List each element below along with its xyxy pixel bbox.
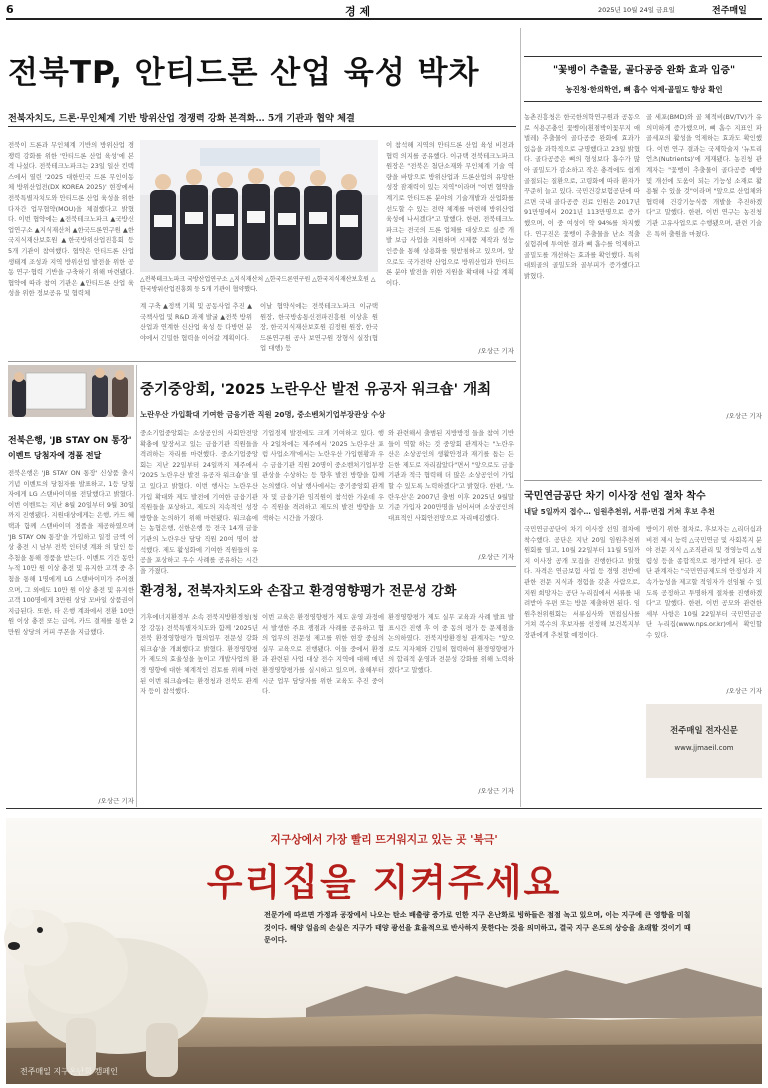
sme-story-col3: 와 관련해서 출범된 지방방정 들을 참여 기반들이 역할 하는 것 중앙회 관계자는 "노란우산은 소상공인의 생활안정과 재기를 돕는 든든한 제도로 자리잡았다"면서 "앞으로도 금융기관과 적극 협력해 더 많은 소상공인이 가입할 수 있도록 노력하겠다"고 밝혔다. 한편, '노란우산'은 2007년 출범 이후 2025년 9월말 기준 가입자 200만명을 넘어서며 소상공인의 대표적인 사회안전망으로 자리매김했다. — [388, 429, 514, 522]
bank-story-body: 전북은행은 'JB STAY ON 통장' 신상품 출시 기념 이벤트의 당첨자를 발표하고, 1등 당첨자에게 LG 스탠바이미를 전달했다고 밝혔다. 이번 이벤트는 지난 8월 20일부터 9월 30일까지 진행됐다. 지원대상에게는 은행, 카드 혜택과 함께 스탠바이미 경품을 제공하였으며 'JB STAY ON 통장'을 가입하고 일정 금액 이상 충전 시 남부 전북 인터넷 계좌 의 달인 등 추첨을 통해 경품을 받는다. 이벤트 기간 동안 누적 10만 원 이상 충전 및 유지한 고객 중 추첨을 통해 1명에게 LG 스탠바이미가 주어졌으며, 그 외에도 10만 원 이상 충전 및 유지한 고객 100명에게 3만원 상당 모바일 상품권이 지급된다. 또한, 타 은행 계좌에서 전환 10만원 이상 충전 또는 급여, 카드 결제를 통한 2만원 상당의 커피 쿠폰을 지급했다. — [8, 469, 134, 636]
rule-under-sme-story — [140, 566, 516, 567]
top-story-subhead: 전북자치도, 드론·무인체계 기반 방위산업 경쟁력 강화 본격화… 5개 기관과 협약 체결 — [8, 113, 355, 124]
sme-story-headline: 중기중앙회, '2025 노란우산 발전 유공자 워크숍' 개최 — [140, 382, 492, 398]
rule-above-ad — [6, 808, 762, 809]
right-mid-byline: /오상근 기자 — [726, 687, 762, 695]
rule-under-right-top — [524, 480, 762, 481]
right-top-subhead: 농진청·한의학연, 뼈 흡수 억제·골밀도 향상 확인 — [565, 85, 723, 94]
right-mid-col2: 방이기 위한 절차로, 후보자는 △리더십과 비전 제시 능력 △국민연금 및 사회복지 분야 전문 지식 △조직관리 및 경영능력 △청렴성 등을 종합적으로 평가받게 된다. 공단 관계자는 "국민연금제도의 안정성과 지속가능성을 제고할 적임자가 선임될 수 있도록 공정하고 투명하게 절차를 진행하겠다"고 말했다. 한편, 이번 공모와 관련한 세부 사항은 10월 22일부터 국민연금공단 누리집(www.nps.or.kr)에서 확인할 수 있다. — [646, 525, 763, 639]
ad-body: 전문가에 따르면 가정과 공장에서 나오는 탄소 배출량 증가로 인한 지구 온난화로 빙하들은 점점 녹고 있으며, 이는 지구에 큰 영향을 미칠 것이다. 해양 얼음의 손실은 지구가 태양 광선을 효율적으로 반사하지 못한다는 것을 의미하고, 결국 지구 온도의 상승을 초래할 것이기 때문이다. — [264, 910, 691, 944]
column-divider-left — [136, 365, 137, 807]
right-top-col1: 농촌진흥청은 한국한의학연구원과 공동으로 식용곤충인 꽃벵이(흰점박이꽃무지 애벌레) 추출물이 골다공증 완화에 효과가 있음을 과학적으로 규명했다고 23일 밝혔다. 골다공증은 뼈의 형성보다 흡수가 많아 골밀도가 감소하고 작은 충격에도 쉽게 골절되는 질환으로, 고령화에 따라 환자가 꾸준히 늘고 있다. 국민건강보험공단에 따르면 국내 골다공증 진료 인원은 2017년 91만명에서 2021년 113만명으로 증가했으며, 이 중 여성이 약 94%를 차지했다. 연구진은 꽃벵이 추출물을 난소 적출 실험쥐에 투여한 결과 뼈 흡수를 억제하고 골밀도를 개선하는 효과를 확인했다. 특히 대퇴골의 골밀도와 골부피가 증가했다고 밝혔다. — [524, 113, 640, 280]
bank-story-byline: /오상근 기자 — [98, 797, 134, 805]
top-story-col3: 이날 협약식에는 전북테크노파크 이규택 원장, 한국방송통신전파진흥원 이상훈 원장, 한국지식재산보호원 김정원 원장, 한국드론연구원 공사 보연구원 장형식 실장(협업 대행) 등 — [260, 302, 378, 353]
sme-story-byline: /오상근 기자 — [478, 553, 514, 561]
column-divider-right — [520, 28, 521, 807]
rule-under-top-story — [8, 361, 516, 362]
epaper-box[interactable] — [646, 704, 762, 778]
env-story-col2: 이번 교육은 환경영향평가 제도 운영 과정에서 발생한 주요 쟁점과 사례를 공유하고 협의 업무의 전문성 제고를 위한 현장 중심의 실무 교육으로 진행됐다. 이들 중에서 환경과 관련된 사업 대상 전수 지역에 대해 매년 환경영향평가를 실시하고 있으며, 올해부터 시군 업무 담당자를 위한 교육도 추진 중이다. — [262, 613, 384, 696]
env-story-byline: /오상근 기자 — [478, 787, 514, 795]
top-story-col4: 이 참석해 지역의 안티드론 산업 육성 비전과 협력 의지를 공유했다. 이규택 전북테크노파크 원장은 "전북은 첨단소재와 무인체계 기술 역량을 바탕으로 방위산업과 드론산업의 유망한 성장 잠재력이 있는 지역"이라며 "이번 협약을 계기로 안티드론 분야의 기술개발과 산업화를 선도할 수 있는 전략 체계를 마련해 방위산업 육성에 나서겠다"고 말했다. 한편, 전북테크노파크는 전국의 드론 업체를 대상으로 실증 개발 보급 사업을 지원하며 시제품 제작과 성능 인증을 통해 상용화를 뒷받침하고 있으며, 앞으로도 국가전략 산업으로 방위산업과 안티드론 분야 발전을 위한 지원을 확대해 나갈 계획이다. — [386, 141, 514, 287]
epaper-title: 전주매일 전자신문 — [670, 725, 738, 735]
mou-photo-caption: △전북테크노파크 국방산업연구소 △지식재산처 △한국드론연구원 △한국지식재산보호원 △한국방위산업진흥회 등 5개 기관이 협약했다. — [140, 276, 376, 293]
right-mid-subhead: 내달 5일까지 접수… 임원추천위, 서류·면접 거쳐 후보 추천 — [524, 507, 715, 516]
right-top-col2: 골 세포(BMD)와 골 체적비(BV/TV)가 유의미하게 증가했으며, 뼈 흡수 지표인 파골세포의 활성을 억제하는 효과도 확인했다. 이번 연구 결과는 국제학술지 '뉴트리언츠(Nutrients)'에 게재됐다. 농진청 관계자는 "꽃벵이 추출물이 골다공증 예방 및 개선에 도움이 되는 기능성 소재로 활용될 수 있을 것"이라며 "앞으로 산업체와 협력해 건강기능식품 개발을 추진하겠다"고 말했다. 한편, 이번 연구는 농진청 기관 고유사업으로 수행됐으며, 관련 기술은 특허 출원을 마쳤다. — [646, 113, 762, 238]
right-mid-col1: 국민연금공단이 차기 이사장 선임 절차에 착수했다. 공단은 지난 20일 임원추천위원회를 열고, 10월 22일부터 11월 5일까지 이사장 공개 모집을 진행한다고 밝혔다. 자격은 연금보험 사업 등 경영 전반에 관한 전문 지식과 경험을 갖춘 사람으로, 지원 희망자는 공단 누리집에서 서류를 내려받아 우편 또는 방문 제출하면 된다. 임원추천위원회는 서류심사와 면접심사를 거쳐 복수의 후보자를 선정해 보건복지부 장관에게 추천할 예정이다. — [524, 525, 640, 639]
top-story-col1: 전북이 드론과 무인체계 기반의 방위산업 경쟁력 강화를 위한 '안티드론 산업 육성'에 본격 나섰다. 전북테크노파크는 23일 일산 킨텍스에서 열린 '2025 대한민국 드론 무인이동체 방위산업전(DX KOREA 2025)' 현장에서 전북특별자치도와 안티드론 산업 육성을 위한 다자간 업무협약(MOU)을 체결했다고 밝혔다. 이번 협약에는 ▲전북테크노파크 ▲국방신 업연구소 ▲지식재산처 ▲한국드론연구원 ▲한국지식재산보호원 ▲한국방위산업진흥회 등 5개 기관이 참여했다. 협약은 안티드론 산업 생태계 조성과 지역 방위산업 발전을 위한 공동 연구·협력 기반을 구축하기 위해 마련됐다. 협약에 따라 참여 기관은 ▲안티드론 산업 육성을 위한 정보공유 및 협력체 — [8, 141, 134, 298]
paper-name: 전주매일 — [712, 6, 747, 16]
section-title: 경 제 — [345, 5, 371, 18]
right-mid-headline: 국민연금공단 차기 이사장 선임 절차 착수 — [524, 491, 706, 502]
mou-photo — [140, 140, 378, 272]
ad-tagline: 지구상에서 가장 빨리 뜨거워지고 있는 곳 '북극' — [270, 833, 498, 846]
mou-photo-image — [140, 140, 378, 272]
ad-credit: 전주매일 지구온난화 캠페인 — [20, 1067, 118, 1076]
header-rule — [6, 18, 762, 20]
ad-headline: 우리집을 지켜주세요 — [206, 860, 562, 904]
top-story-subhead-rule — [8, 126, 516, 127]
page-header — [0, 0, 768, 18]
epaper-url[interactable]: www.jjmaeil.com — [674, 744, 734, 752]
right-top-headline: "꽃벵이 추출물, 골다공증 완화 효과 입증" — [552, 65, 736, 76]
env-story-col3: 환경영향평가 제도 실무 교육과 사례 발표 발표시간 진행 후 이 중 동의 평가 등 문제점을 논의하였다. 전북지방환경청 관계자는 "앞으로도 지자체와 긴밀히 협력하여 환경영향평가의 합리적 운영과 전문성 강화를 위해 노력하겠다"고 말했다. — [388, 613, 514, 674]
climate-ad — [6, 818, 762, 1084]
env-story-headline: 환경청, 전북자치도와 손잡고 환경영향평가 전문성 강화 — [140, 584, 457, 599]
page-number: 6 — [6, 3, 14, 16]
top-story-byline: /오상근 기자 — [478, 347, 514, 355]
bank-story-subhead: 이벤트 당첨자에 경품 전달 — [8, 451, 102, 460]
sme-story-col2: 기업경제 발전에도 크게 기여하고 있다. 행사 2일차에는 제주에서 '2025 노란우산 포럼 사업소개'에서는 노란우산 가입현황과 우수 금융기관 직원 20명이 중소벤처기업부장관상을 수상하는 등 향후 발전 방향을 함께 논의했다. 이날 행사에서는 중기중앙회 관계자 및 금융기관 임직원이 참석한 가운데 우수 직원을 격려하고 제도의 발전 방향을 모색하는 시간을 가졌다. — [262, 429, 384, 522]
bank-event-photo — [8, 365, 134, 417]
sme-story-col1: 중소기업중앙회는 소상공인의 사회안전망 확충에 앞장서고 있는 금융기관 직원들을 격려하는 자리를 마련했다. 중소기업중앙회는 지난 22일부터 24일까지 제주에서 '2025 노란우산 발전 유공자 워크숍'을 열고 있다고 밝혔다. 이번 행사는 노란우산 가입 확대와 제도 발전에 기여한 금융기관 직원들을 포상하고, 제도의 지속적인 성장 방향을 논의하기 위해 마련됐다. 워크숍에는 농협은행, 신한은행 등 전국 14개 금융기관의 노란우산 담당 직원 20여 명이 참석했다. 제도 활성화에 기여한 직원들의 유공을 포상하고 우수 사례를 공유하는 시간을 가졌다. — [140, 429, 258, 575]
sme-story-subhead: 노란우산 가입확대 기여한 금융기관 직원 20명, 중소벤처기업부장관상 수상 — [140, 410, 386, 419]
top-story-headline: 전북TP, 안티드론 산업 육성 박차 — [8, 55, 480, 91]
right-top-byline: /오상근 기자 — [726, 412, 762, 420]
bank-story-headline: 전북은행, 'JB STAY ON 통장' — [8, 436, 132, 446]
top-story-col2: 계 구축 ▲정책 기획 및 공동사업 추진 ▲국책사업 및 R&D 과제 발굴 ▲전북 방위산업과 연계한 신산업 육성 등 다방면 분야에서 긴밀한 협력을 이어갈 계획이다. — [140, 302, 252, 342]
bank-event-image — [8, 365, 134, 417]
env-story-col1: 기후에너지환경부 소속 전북지방환경청(청장 강동) 전북특별자치도와 함께 '2025년 전북 환경영향평가 협의업무 전문성 강화 워크숍'을 개최했다고 밝혔다. 환경영향평가 제도의 효율성을 높이고 개발사업의 환경 영향에 대한 체계적인 검토를 위해 마련된 이번 워크숍에는 환경청과 전북도 관계자 등이 참석했다. — [140, 613, 258, 696]
issue-date: 2025년 10월 24일 금요일 — [598, 6, 675, 14]
